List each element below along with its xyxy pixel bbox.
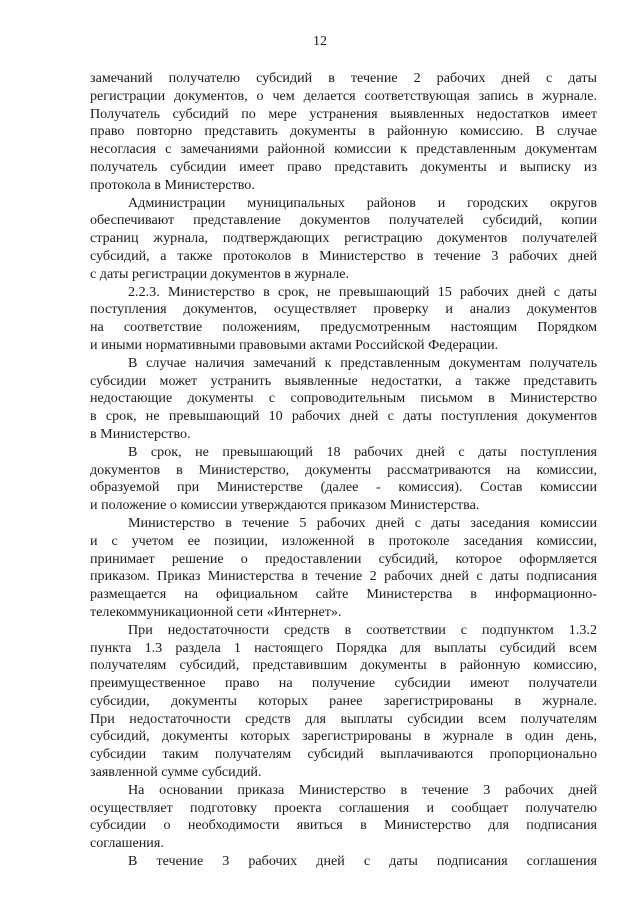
text-line: документов в Министерство, документы рассматриваются на комиссии, bbox=[90, 461, 597, 478]
text-line: В течение 3 рабочих дней с даты подписания соглашения bbox=[128, 853, 597, 870]
text-line: На основании приказа Министерство в течение 3 рабочих дней bbox=[128, 781, 597, 798]
text-line: субсидии, документы которых ранее зарегистрированы в журнале. bbox=[90, 692, 597, 709]
text-line: получателям субсидий, представившим документы в районную комиссию, bbox=[90, 657, 597, 674]
text-line: субсидии о необходимости явиться в Министерство для подписания bbox=[90, 817, 597, 834]
text-line: Министерство в течение 5 рабочих дней с даты заседания комиссии bbox=[128, 514, 597, 531]
paragraph bbox=[90, 355, 597, 444]
text-line: страниц журнала, подтверждающих регистрацию документов получателей bbox=[90, 230, 597, 247]
text-line: субсидий, а также протоколов в Министерство в течение 3 рабочих дней bbox=[90, 247, 597, 264]
paragraph bbox=[90, 782, 597, 853]
text-line: Получатель субсидий по мере устранения выявленных недостатков имеет bbox=[90, 105, 597, 122]
text-line: При недостаточности средств для выплаты субсидии всем получателям bbox=[90, 710, 597, 727]
text-line: субсидии таким получателям субсидий выплачиваются пропорционально bbox=[90, 746, 597, 763]
text-line: телекоммуникационной сети «Интернет». bbox=[90, 603, 342, 620]
text-line: размещается на официальном сайте Министерства в информационно- bbox=[90, 586, 597, 603]
text-line: и с учетом ее позиции, изложенной в протоколе заседания комиссии, bbox=[90, 532, 597, 549]
paragraph bbox=[90, 622, 597, 782]
paragraph bbox=[90, 515, 597, 622]
text-line: преимущественное право на получение субсидии имеют получатели bbox=[90, 675, 597, 692]
text-line: образуемой при Министерстве (далее - комиссия). Состав комиссии bbox=[90, 479, 597, 496]
text-line: Администрации муниципальных районов и городских округов bbox=[128, 194, 597, 211]
paragraph bbox=[90, 195, 597, 284]
text-line: несогласия с замечаниями районной комиссии к представленным документам bbox=[90, 141, 597, 158]
text-line: субсидий, документы которых зарегистрированы в журнале в один день, bbox=[90, 728, 597, 745]
text-line: В срок, не превышающий 18 рабочих дней с даты поступления bbox=[128, 443, 597, 460]
text-line: При недостаточности средств в соответствии с подпунктом 1.3.2 bbox=[128, 621, 597, 638]
text-line: протокола в Министерство. bbox=[90, 176, 255, 193]
text-line: регистрации документов, о чем делается соответствующая запись в журнале. bbox=[90, 87, 597, 104]
text-line: принимает решение о предоставлении субсидий, которое оформляется bbox=[90, 550, 597, 567]
text-line: субсидии может устранить выявленные недостатки, а также представить bbox=[90, 372, 597, 389]
text-line: осуществляет подготовку проекта соглашения и сообщает получателю bbox=[90, 799, 597, 816]
text-line: в Министерство. bbox=[90, 425, 191, 442]
text-line: и иными нормативными правовыми актами Российской Федерации. bbox=[90, 336, 499, 353]
text-line: соглашения. bbox=[90, 835, 164, 852]
text-line: поступления документов, осуществляет проверку и анализ документов bbox=[90, 301, 597, 318]
text-line: право повторно представить документы в районную комиссию. В случае bbox=[90, 123, 597, 140]
text-line: получатель субсидии имеет право представить документы и выписку из bbox=[90, 158, 597, 175]
paragraph bbox=[90, 444, 597, 515]
text-line: и положение о комиссии утверждаются приказом Министерства. bbox=[90, 497, 480, 514]
text-line: в срок, не превышающий 10 рабочих дней с даты поступления документов bbox=[90, 408, 597, 425]
text-line: обеспечивают представление документов получателей субсидий, копии bbox=[90, 212, 597, 229]
text-line: недостающие документы с сопроводительным письмом в Министерство bbox=[90, 390, 597, 407]
text-line: заявленной сумме субсидий. bbox=[90, 764, 262, 781]
text-line: пункта 1.3 раздела 1 настоящего Порядка для выплаты субсидий всем bbox=[90, 639, 597, 656]
document-body bbox=[90, 70, 597, 871]
text-line: с даты регистрации документов в журнале. bbox=[90, 265, 350, 282]
page-number: 12 bbox=[313, 34, 327, 49]
text-line: на соответствие положениям, предусмотренным настоящим Порядком bbox=[90, 319, 597, 336]
text-line: 2.2.3. Министерство в срок, не превышающий 15 рабочих дней с даты bbox=[128, 283, 597, 300]
paragraph bbox=[90, 853, 597, 871]
text-line: замечаний получателю субсидий в течение 2 рабочих дней с даты bbox=[90, 70, 597, 86]
paragraph bbox=[90, 284, 597, 355]
text-line: приказом. Приказ Министерства в течение 2 рабочих дней с даты подписания bbox=[90, 568, 597, 585]
text-line: В случае наличия замечаний к представленным документам получатель bbox=[128, 354, 597, 371]
paragraph bbox=[90, 70, 597, 195]
